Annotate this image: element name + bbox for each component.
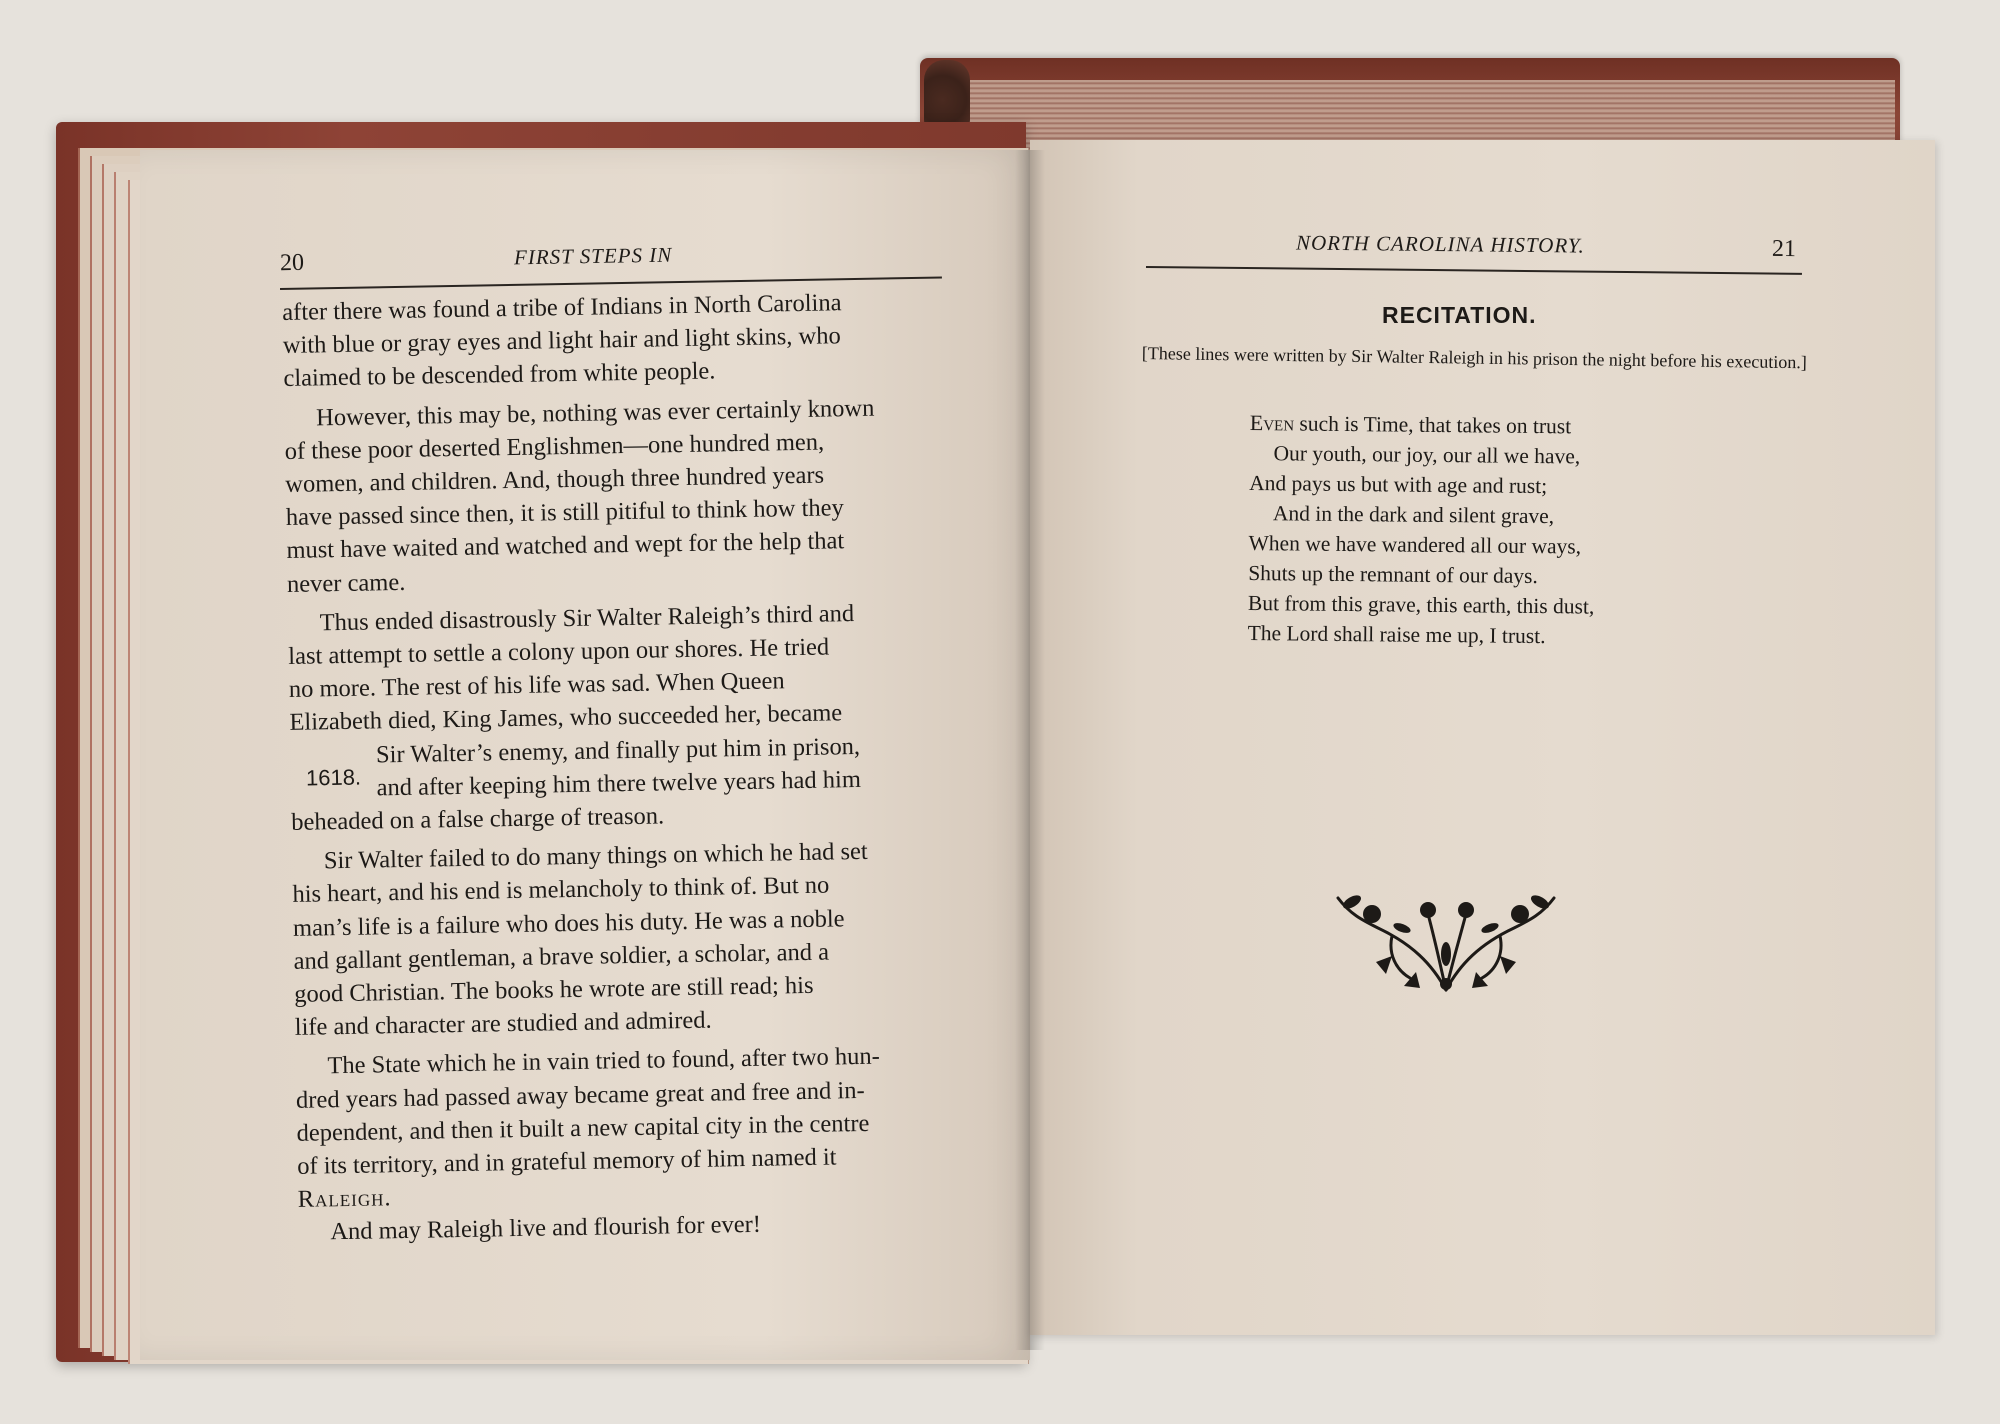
text-line: However, this may be, nothing was ever certainly known (315, 394, 875, 432)
text-line: no more. The rest of his life was sad. When Queen (288, 667, 785, 704)
text-line: The State which he in vain tried to found, after two hun- (327, 1043, 881, 1080)
poem-line: But from this grave, this earth, this dust, (1247, 590, 1595, 619)
text-line: man’s life is a failure who does his duty. He was a noble (292, 904, 845, 942)
paragraph (287, 595, 981, 839)
text-line: have passed since then, it is still pitiful to think how they (285, 494, 845, 532)
text-line: and after keeping him there twelve years had him (376, 765, 862, 802)
poem-line: The Lord shall raise me up, I trust. (1247, 620, 1546, 649)
text-line: last attempt to settle a colony upon our shores. He tried (288, 633, 830, 670)
text-line: must have waited and watched and wept for the help that (286, 527, 845, 565)
poem-line-text: such is Time, that takes on trust (1293, 411, 1572, 439)
paragraph (295, 1038, 988, 1216)
paragraph (282, 284, 974, 396)
text-line: good Christian. The books he wrote are still read; his (293, 971, 814, 1008)
text-line: women, and children. And, though three hundred years (285, 461, 825, 498)
text-line: dependent, and then it built a new capital city in the centre (296, 1109, 870, 1147)
text-line: beheaded on a false charge of treason. (290, 802, 665, 836)
text-line: dred years had passed away became great and free and in- (295, 1076, 865, 1114)
poem-first-word: Even (1249, 409, 1295, 436)
text-line: And may Raleigh live and flourish for ever! (330, 1211, 762, 1246)
book-gutter (1015, 150, 1045, 1350)
poem (1247, 408, 1596, 652)
poem-line: And pays us but with age and rust; (1249, 470, 1548, 499)
text-line: Sir Walter failed to do many things on which he had set (323, 838, 868, 875)
text-line: and gallant gentleman, a brave soldier, a scholar, and a (293, 938, 830, 975)
poem-line: When we have wandered all our ways, (1248, 530, 1582, 559)
paragraph (284, 390, 977, 601)
right-running-head: NORTH CAROLINA HISTORY. (1295, 230, 1585, 258)
floral-ornament-icon (1332, 884, 1560, 1000)
text-line: of these poor deserted Englishmen—one hundred men, (284, 428, 825, 465)
text-line: Thus ended disastrously Sir Walter Raleigh’s third and (319, 599, 855, 637)
paragraph (292, 833, 985, 1044)
recitation-note: [These lines were written by Sir Walter Raleigh in his prison the night before his execution.] (1141, 342, 1807, 373)
text-line: after there was found a tribe of Indians in North Carolina (282, 289, 842, 326)
poem-line: Our youth, our joy, our all we have, (1273, 441, 1581, 469)
left-running-head: FIRST STEPS IN (513, 242, 673, 270)
text-line: of its territory, and in grateful memory of him named it (296, 1143, 837, 1180)
text-line: his heart, and his end is melancholy to think of. But no (292, 871, 830, 909)
text-line: life and character are studied and admired. (294, 1006, 712, 1042)
poem-line: Shuts up the remnant of our days. (1248, 560, 1539, 589)
text-line: claimed to be descended from white people. (283, 357, 716, 393)
poem-line: And in the dark and silent grave, (1272, 501, 1555, 529)
margin-date: 1618. (305, 764, 362, 791)
text-line: Elizabeth died, King James, who succeeded her, became (289, 699, 843, 737)
section-title: RECITATION. (1382, 302, 1537, 328)
text-line: Sir Walter’s enemy, and finally put him in prison, (375, 732, 861, 769)
right-page-number: 21 (1771, 235, 1797, 263)
left-page-number: 20 (279, 249, 305, 277)
left-page-body (282, 284, 989, 1250)
text-line: Raleigh. (297, 1184, 392, 1214)
text-line: with blue or gray eyes and light hair and light skins, who (282, 322, 841, 360)
text-line: never came. (286, 568, 406, 598)
poem-line (1250, 408, 1597, 442)
